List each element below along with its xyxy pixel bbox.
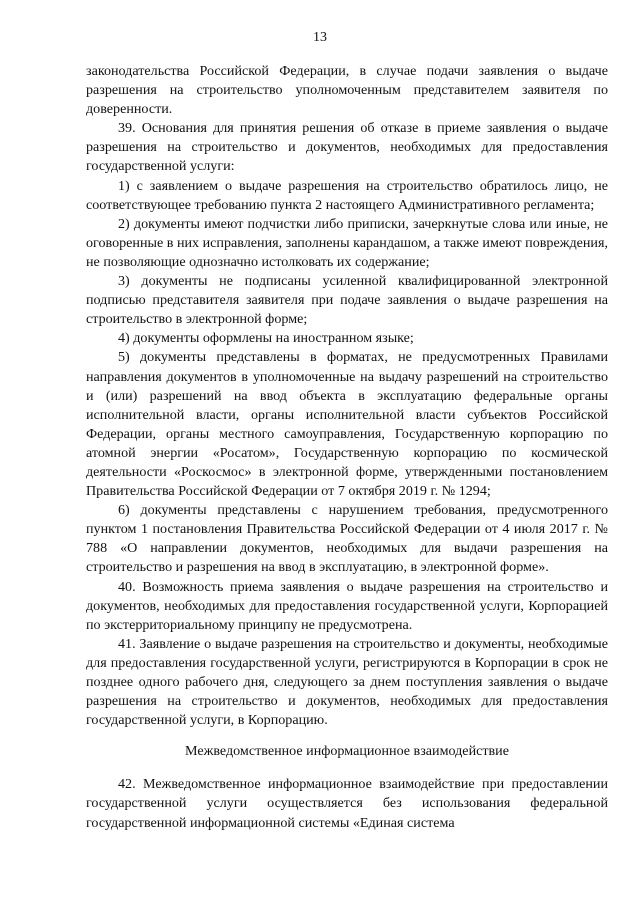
paragraph-continuation: законодательства Российской Федерации, в случае подачи заявления о выдаче разрешения на строительство уполномоченным представителем заявителя по доверенности. [86, 63, 608, 118]
paragraph-41: 41. Заявление о выдаче разрешения на строительство и документы, необходимые для предоставления государственной услуги, регистрируются в Корпорации в срок не позднее одного рабочего дня, следующего за днем поступления заявления о выдаче разрешения на строительство и документов, необходимых для предоставления государственной услуги, в Корпорацию. [86, 635, 608, 729]
page-number: 13 [313, 30, 327, 45]
paragraph-39-item-3: 3) документы не подписаны усиленной квалифицированной электронной подписью представителя заявителя при подаче заявления о выдаче разрешения на строительство в электронной форме; [86, 273, 608, 328]
paragraph-39-item-5: 5) документы представлены в форматах, не предусмотренных Правилами направления документов в уполномоченные на выдачу разрешений на строительство и (или) разрешений на ввод объекта в эксплуатацию федеральные органы исполнительной власти, органы исполнительной власти субъектов Российской Федерации, органы местного самоуправления, Государственную корпорацию по атомной энергии «Росатом», Государственную корпорацию по космической деятельности «Роскосмос» в электронной форме, утвержденными постановлением Правительства Российской Федерации от 7 октября 2019 г. № 1294; [86, 349, 608, 500]
paragraph-40: 40. Возможность приема заявления о выдаче разрешения на строительство и документов, необходимых для предоставления государственной услуги, Корпорацией по экстерриториальному принципу не предусмотрена. [86, 578, 608, 633]
paragraph-39-item-2: 2) документы имеют подчистки либо приписки, зачеркнутые слова или иные, не оговоренные в них исправления, заполнены карандашом, а также имеют повреждения, не позволяющие однозначно истолковать их содержание; [86, 215, 608, 270]
paragraph-39-item-1: 1) с заявлением о выдаче разрешения на строительство обратилось лицо, не соответствующее требованию пункта 2 настоящего Административного регламента; [86, 177, 608, 213]
document-body [86, 62, 608, 833]
paragraph-39: 39. Основания для принятия решения об отказе в приеме заявления о выдаче разрешения на строительство и документов, необходимых для предоставления государственной услуги: [86, 120, 608, 175]
paragraph-42: 42. Межведомственное информационное взаимодействие при предоставлении государственной услуги осуществляется без использования федеральной государственной информационной системы «Единая система [86, 776, 608, 831]
paragraph-39-item-6: 6) документы представлены с нарушением требования, предусмотренного пунктом 1 постановления Правительства Российской Федерации от 4 июля 2017 г. № 788 «О направлении документов, необходимых для выдачи разрешения на строительство и разрешения на ввод в эксплуатацию, в электронной форме». [86, 502, 608, 576]
section-heading: Межведомственное информационное взаимодействие [185, 743, 509, 760]
paragraph-39-item-4: 4) документы оформлены на иностранном языке; [118, 330, 414, 347]
